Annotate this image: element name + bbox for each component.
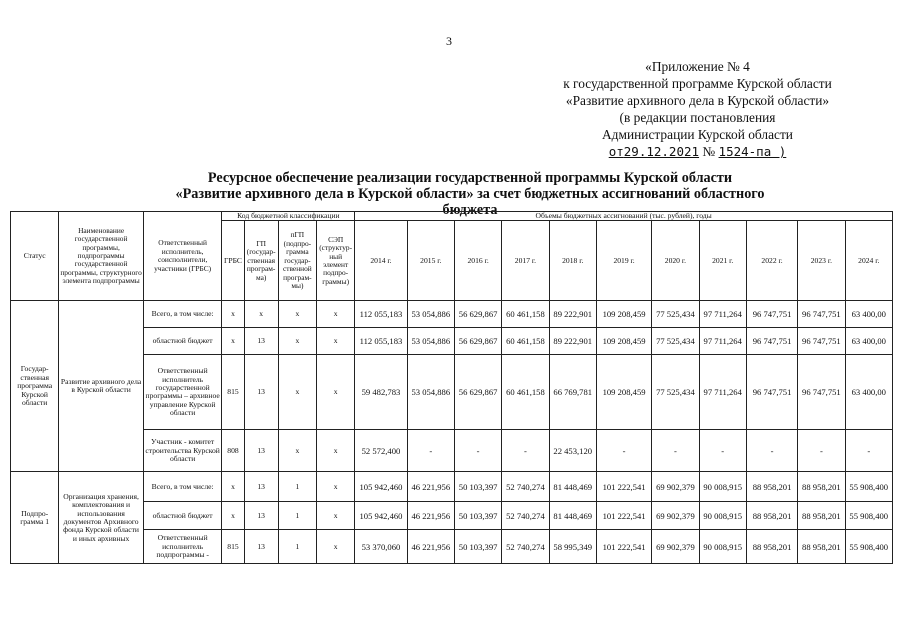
responsible-cell: Ответственный исполнитель подпрограммы -	[143, 530, 222, 564]
grbs-cell: x	[222, 502, 244, 530]
value-cell: 77 525,434	[652, 355, 699, 430]
responsible-cell: Всего, в том числе:	[143, 301, 222, 328]
header-pgp: пГП (подпро-грамма государ-ственной програм-мы)	[278, 221, 316, 301]
value-cell: 112 055,183	[355, 301, 407, 328]
header-year: 2015 г.	[407, 221, 454, 301]
value-cell: 55 908,400	[845, 472, 892, 502]
value-cell: 101 222,541	[596, 502, 651, 530]
value-cell: -	[652, 430, 699, 472]
value-cell: 97 711,264	[699, 355, 746, 430]
sep-cell: x	[317, 355, 355, 430]
header-year: 2014 г.	[355, 221, 407, 301]
title-line-1: Ресурсное обеспечение реализации государственной программы Курской области	[207, 170, 733, 186]
header-grbs: ГРБС	[222, 221, 244, 301]
responsible-cell: областной бюджет	[143, 502, 222, 530]
table-row	[11, 502, 893, 530]
appendix-line-4: (в редакции постановления	[619, 110, 776, 125]
header-status: Статус	[11, 212, 59, 301]
value-cell: 53 054,886	[407, 355, 454, 430]
appendix-no: №	[702, 144, 716, 159]
value-cell: 96 747,751	[798, 355, 845, 430]
value-cell: 88 958,201	[798, 530, 845, 564]
sep-cell: x	[317, 472, 355, 502]
value-cell: 52 740,274	[502, 502, 549, 530]
header-year: 2019 г.	[596, 221, 651, 301]
value-cell: 109 208,459	[596, 328, 651, 355]
value-cell: -	[407, 430, 454, 472]
value-cell: 60 461,158	[502, 328, 549, 355]
header-year: 2020 г.	[652, 221, 699, 301]
value-cell: 55 908,400	[845, 502, 892, 530]
value-cell: 81 448,469	[549, 472, 596, 502]
value-cell: 90 008,915	[699, 502, 746, 530]
responsible-cell: областной бюджет	[143, 328, 222, 355]
table-row	[11, 430, 893, 472]
appendix-header	[540, 58, 855, 160]
header-year: 2024 г.	[845, 221, 892, 301]
value-cell: 52 740,274	[502, 530, 549, 564]
value-cell: 101 222,541	[596, 530, 651, 564]
value-cell: 96 747,751	[798, 328, 845, 355]
value-cell: 59 482,783	[355, 355, 407, 430]
value-cell: 96 747,751	[746, 301, 797, 328]
responsible-cell: Участник - комитет строительства Курской области	[143, 430, 222, 472]
appendix-from: от	[608, 144, 624, 159]
appendix-line-1: «Приложение № 4	[645, 59, 750, 74]
table-row	[11, 328, 893, 355]
pgp-cell: x	[278, 430, 316, 472]
value-cell: 89 222,901	[549, 301, 596, 328]
value-cell: -	[746, 430, 797, 472]
sep-cell: x	[317, 301, 355, 328]
value-cell: 77 525,434	[652, 301, 699, 328]
value-cell: 97 711,264	[699, 301, 746, 328]
value-cell: 81 448,469	[549, 502, 596, 530]
value-cell: 77 525,434	[652, 328, 699, 355]
page-number: 3	[446, 34, 452, 48]
value-cell: -	[845, 430, 892, 472]
value-cell: 88 958,201	[746, 502, 797, 530]
value-cell: 52 740,274	[502, 472, 549, 502]
value-cell: 90 008,915	[699, 530, 746, 564]
value-cell: 50 103,397	[454, 530, 501, 564]
title-line-2: «Развитие архивного дела в Курской области» за счет бюджетных ассигнований областного бюджета	[175, 186, 765, 218]
pgp-cell: x	[278, 355, 316, 430]
name-cell: Организация хранения, комплектования и использования документов Архивного фонда Курской области и иных архивных	[59, 472, 144, 564]
pgp-cell: 1	[278, 502, 316, 530]
value-cell: 63 400,00	[845, 355, 892, 430]
value-cell: 56 629,867	[454, 355, 501, 430]
appendix-date-line	[540, 143, 855, 160]
sep-cell: x	[317, 430, 355, 472]
pgp-cell: 1	[278, 530, 316, 564]
value-cell: 58 995,349	[549, 530, 596, 564]
value-cell: 46 221,956	[407, 472, 454, 502]
value-cell: 88 958,201	[798, 502, 845, 530]
value-cell: 69 902,379	[652, 472, 699, 502]
value-cell: -	[798, 430, 845, 472]
value-cell: 63 400,00	[845, 328, 892, 355]
gp-cell: x	[244, 301, 278, 328]
appendix-number: 1524-па )	[718, 144, 787, 159]
value-cell: 96 747,751	[746, 355, 797, 430]
gp-cell: 13	[244, 430, 278, 472]
header-year: 2021 г.	[699, 221, 746, 301]
gp-cell: 13	[244, 502, 278, 530]
value-cell: 96 747,751	[798, 301, 845, 328]
appendix-line-3: «Развитие архивного дела в Курской области»	[565, 93, 830, 108]
value-cell: 46 221,956	[407, 502, 454, 530]
header-year: 2022 г.	[746, 221, 797, 301]
table-row	[11, 355, 893, 430]
value-cell: 52 572,400	[355, 430, 407, 472]
gp-cell: 13	[244, 328, 278, 355]
value-cell: 50 103,397	[454, 472, 501, 502]
value-cell: 112 055,183	[355, 328, 407, 355]
appendix-date: 29.12.2021	[623, 144, 700, 159]
value-cell: 96 747,751	[746, 328, 797, 355]
value-cell: 101 222,541	[596, 472, 651, 502]
value-cell: 53 054,886	[407, 328, 454, 355]
value-cell: 105 942,460	[355, 472, 407, 502]
grbs-cell: x	[222, 301, 244, 328]
responsible-cell: Ответственный исполнитель государственной программы – архивное управление Курской области	[143, 355, 222, 430]
sep-cell: x	[317, 328, 355, 355]
sep-cell: x	[317, 530, 355, 564]
value-cell: -	[596, 430, 651, 472]
grbs-cell: x	[222, 472, 244, 502]
pgp-cell: 1	[278, 472, 316, 502]
value-cell: 88 958,201	[746, 472, 797, 502]
value-cell: 60 461,158	[502, 301, 549, 328]
table-row	[11, 301, 893, 328]
header-code-group: Код бюджетной классификации	[222, 212, 355, 221]
pgp-cell: x	[278, 328, 316, 355]
appendix-line-5: Администрации Курской области	[602, 127, 793, 142]
value-cell: 46 221,956	[407, 530, 454, 564]
value-cell: 90 008,915	[699, 472, 746, 502]
grbs-cell: 815	[222, 355, 244, 430]
value-cell: 88 958,201	[746, 530, 797, 564]
value-cell: 50 103,397	[454, 502, 501, 530]
value-cell: 53 370,060	[355, 530, 407, 564]
status-cell: Государ-ственная программа Курской области	[11, 301, 59, 472]
table-row	[11, 530, 893, 564]
value-cell: 97 711,264	[699, 328, 746, 355]
pgp-cell: x	[278, 301, 316, 328]
appendix-line-2: к государственной программе Курской области	[563, 76, 832, 91]
value-cell: 63 400,00	[845, 301, 892, 328]
header-year: 2018 г.	[549, 221, 596, 301]
grbs-cell: x	[222, 328, 244, 355]
gp-cell: 13	[244, 355, 278, 430]
table-row	[11, 472, 893, 502]
header-gp: ГП (государ-ственная програм-ма)	[244, 221, 278, 301]
header-year: 2023 г.	[798, 221, 845, 301]
responsible-cell: Всего, в том числе:	[143, 472, 222, 502]
grbs-cell: 808	[222, 430, 244, 472]
header-sep: СЭП (структур-ный элемент подпро-граммы)	[317, 221, 355, 301]
gp-cell: 13	[244, 472, 278, 502]
value-cell: 89 222,901	[549, 328, 596, 355]
value-cell: 69 902,379	[652, 502, 699, 530]
status-cell: Подпро-грамма 1	[11, 472, 59, 564]
name-cell: Развитие архивного дела в Курской области	[59, 301, 144, 472]
value-cell: 69 902,379	[652, 530, 699, 564]
value-cell: 109 208,459	[596, 355, 651, 430]
header-year: 2016 г.	[454, 221, 501, 301]
header-year: 2017 г.	[502, 221, 549, 301]
header-name: Наименование государственной программы, подпрограммы государственной программы, структурного элемента подпрограммы	[59, 212, 144, 301]
sep-cell: x	[317, 502, 355, 530]
budget-table	[10, 211, 893, 564]
gp-cell: 13	[244, 530, 278, 564]
header-responsible: Ответственный исполнитель, соисполнители, участники (ГРБС)	[143, 212, 222, 301]
value-cell: 55 908,400	[845, 530, 892, 564]
value-cell: 56 629,867	[454, 301, 501, 328]
value-cell: 60 461,158	[502, 355, 549, 430]
value-cell: 56 629,867	[454, 328, 501, 355]
value-cell: 66 769,781	[549, 355, 596, 430]
value-cell: -	[454, 430, 501, 472]
value-cell: 22 453,120	[549, 430, 596, 472]
value-cell: 88 958,201	[798, 472, 845, 502]
value-cell: -	[502, 430, 549, 472]
value-cell: 53 054,886	[407, 301, 454, 328]
value-cell: 105 942,460	[355, 502, 407, 530]
value-cell: 109 208,459	[596, 301, 651, 328]
grbs-cell: 815	[222, 530, 244, 564]
value-cell: -	[699, 430, 746, 472]
header-volumes-group: Объемы бюджетных ассигнований (тыс. рублей), годы	[355, 212, 893, 221]
